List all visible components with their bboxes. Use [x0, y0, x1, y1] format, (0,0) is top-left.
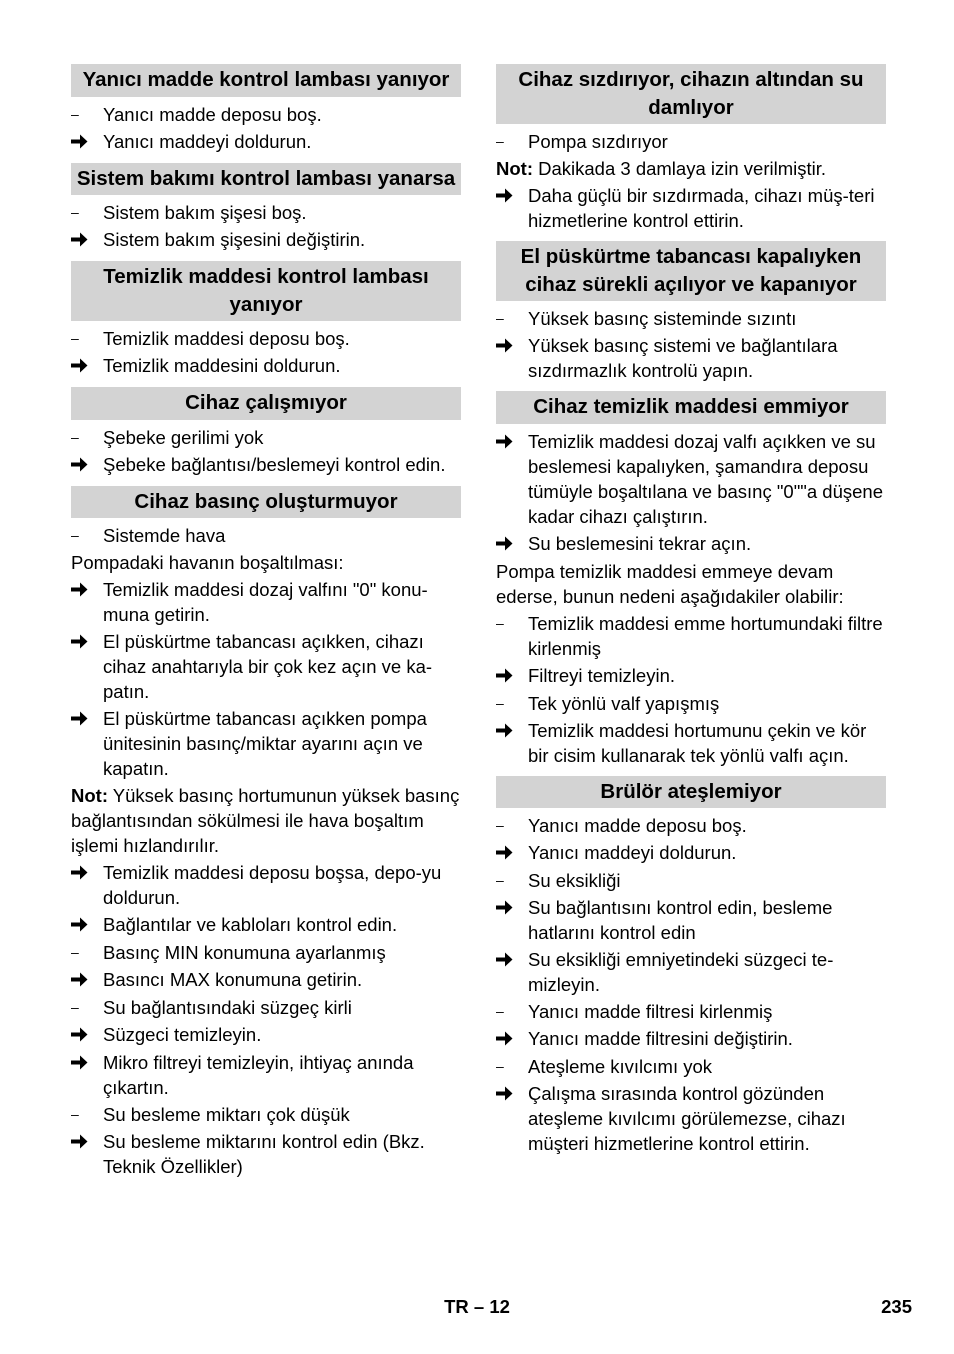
- right-arrow-icon: [71, 1129, 103, 1179]
- cause-text: Yüksek basınç sisteminde sızıntı: [528, 308, 797, 329]
- right-arrow-icon: [496, 1081, 528, 1156]
- right-arrow-icon: [71, 860, 103, 910]
- right-arrow-icon: [71, 912, 103, 938]
- remedy-text: Basıncı MAX konumuna getirin.: [103, 969, 363, 990]
- note-text: Yüksek basınç hortumunun yüksek basınç bağlantısından sökülmesi ile hava boşaltım işlemi hızlandırılır.: [71, 785, 460, 856]
- dash-marker: –: [71, 999, 79, 1015]
- right-arrow-icon: [496, 429, 528, 529]
- note-label: Not:: [71, 785, 108, 806]
- remedy-item: [496, 429, 886, 529]
- cause-item: [496, 868, 886, 893]
- remedy-text: Su besleme miktarını kontrol edin (Bkz. Teknik Özellikler): [103, 1131, 425, 1177]
- right-arrow-icon: [71, 967, 103, 993]
- footer-language-page: TR – 12: [444, 1296, 510, 1317]
- section-heading: Cihaz sızdırıyor, cihazın altından su damlıyor: [496, 64, 886, 124]
- right-arrow-icon: [496, 663, 528, 689]
- remedy-item: [496, 1081, 886, 1156]
- dash-marker: –: [71, 428, 79, 445]
- dash-marker: –: [71, 1106, 79, 1122]
- remedy-item: [496, 531, 886, 557]
- right-arrow-icon: [496, 947, 528, 997]
- cause-text: Basınç MIN konumuna ayarlanmış: [103, 942, 386, 963]
- remedy-item: [496, 947, 886, 997]
- troubleshooting-section: [496, 776, 886, 1157]
- right-arrow-icon: [71, 129, 103, 155]
- remedy-text: Su eksikliği emniyetindeki süzgeci te-mizleyin.: [528, 949, 834, 995]
- section-heading: Cihaz basınç oluşturmuyor: [71, 486, 461, 519]
- remedy-text: Yüksek basınç sistemi ve bağlantılara sızdırmazlık kontrolü yapın.: [528, 335, 838, 381]
- remedy-item: [71, 353, 461, 379]
- cause-item: [71, 200, 461, 225]
- troubleshooting-section: [71, 64, 461, 155]
- dash-marker: –: [496, 817, 504, 833]
- remedy-item: [71, 577, 461, 627]
- right-arrow-icon: [496, 840, 528, 866]
- cause-item: [496, 611, 886, 661]
- right-arrow-icon: [71, 452, 103, 478]
- dash-marker: –: [496, 872, 504, 888]
- remedy-item: [71, 912, 461, 938]
- right-arrow-icon: [496, 183, 528, 233]
- remedy-item: [71, 1022, 461, 1048]
- remedy-item: [71, 967, 461, 993]
- remedy-text: Yanıcı maddeyi doldurun.: [103, 130, 312, 152]
- dash-marker: –: [496, 1058, 504, 1074]
- remedy-item: [496, 183, 886, 233]
- remedy-text: Temizlik maddesi dozaj valfını "0" konu-muna getirin.: [103, 579, 428, 625]
- section-heading: Cihaz çalışmıyor: [71, 387, 461, 420]
- right-arrow-icon: [496, 1026, 528, 1052]
- remedy-item: [496, 1026, 886, 1052]
- remedy-text: El püskürtme tabancası açıkken, cihazı cihaz anahtarıyla bir çok kez açın ve ka-patın.: [103, 631, 433, 702]
- remedy-item: [71, 129, 461, 155]
- remedy-text: Su beslemesini tekrar açın.: [528, 532, 752, 554]
- remedy-item: [71, 706, 461, 781]
- remedy-item: [496, 840, 886, 866]
- cause-item: [496, 691, 886, 716]
- section-heading: Yanıcı madde kontrol lambası yanıyor: [71, 64, 461, 97]
- note-paragraph: [71, 783, 461, 858]
- remedy-text: Süzgeci temizleyin.: [103, 1024, 262, 1045]
- right-arrow-icon: [71, 706, 103, 781]
- right-arrow-icon: [496, 333, 528, 383]
- cause-text: Sistem bakım şişesi boş.: [103, 202, 307, 223]
- right-arrow-icon: [496, 895, 528, 945]
- remedy-text: Temizlik maddesi deposu boşsa, depo-yu doldurun.: [103, 862, 442, 908]
- dash-marker: –: [71, 527, 79, 543]
- note-paragraph: [496, 156, 886, 181]
- dash-marker: –: [496, 1003, 504, 1019]
- remedy-text: Yanıcı madde filtresini değiştirin.: [528, 1028, 793, 1049]
- right-arrow-icon: [496, 531, 528, 557]
- troubleshooting-section: [71, 486, 461, 1180]
- right-arrow-icon: [496, 718, 528, 768]
- cause-text: Temizlik maddesi emme hortumundaki filtre kirlenmiş: [528, 612, 883, 659]
- cause-item: [496, 813, 886, 838]
- dash-marker: –: [496, 133, 504, 149]
- right-arrow-icon: [71, 629, 103, 704]
- right-column: [496, 64, 886, 1158]
- cause-text: Pompa sızdırıyor: [528, 131, 668, 152]
- troubleshooting-section: [71, 163, 461, 254]
- remedy-item: [496, 718, 886, 768]
- cause-item: [496, 129, 886, 154]
- remedy-item: [496, 663, 886, 689]
- cause-item: [496, 1054, 886, 1079]
- remedy-text: Temizlik maddesi dozaj valfı açıkken ve su beslemesi kapalıyken, şamandıra deposu tümüyle boşaltılana ve basınç "0""a düşene kadar cihazı çalıştırın.: [528, 430, 883, 527]
- remedy-text: Yanıcı maddeyi doldurun.: [528, 842, 737, 863]
- dash-marker: –: [71, 330, 79, 346]
- troubleshooting-section: [71, 387, 461, 478]
- paragraph-text: Pompa temizlik maddesi emmeye devam ederse, bunun nedeni aşağıdakiler olabilir:: [496, 560, 844, 607]
- cause-text: Temizlik maddesi deposu boş.: [103, 328, 350, 349]
- troubleshooting-section: [71, 261, 461, 379]
- cause-item: [71, 940, 461, 965]
- dash-marker: –: [71, 204, 79, 220]
- remedy-text: Bağlantılar ve kabloları kontrol edin.: [103, 914, 398, 935]
- note-text: Dakikada 3 damlaya izin verilmiştir.: [532, 158, 827, 179]
- cause-item: [71, 523, 461, 548]
- remedy-item: [71, 227, 461, 253]
- right-arrow-icon: [71, 1050, 103, 1100]
- cause-text: Yanıcı madde deposu boş.: [103, 103, 322, 125]
- cause-item: [71, 326, 461, 351]
- troubleshooting-section: [496, 391, 886, 768]
- cause-text: Ateşleme kıvılcımı yok: [528, 1056, 713, 1077]
- remedy-text: Mikro filtreyi temizleyin, ihtiyaç anında çıkartın.: [103, 1052, 414, 1098]
- dash-marker: –: [496, 614, 504, 631]
- page-number: 235: [881, 1296, 912, 1317]
- right-arrow-icon: [71, 353, 103, 379]
- right-arrow-icon: [71, 577, 103, 627]
- remedy-item: [71, 860, 461, 910]
- cause-item: [71, 1102, 461, 1127]
- dash-marker: –: [71, 944, 79, 960]
- cause-text: Şebeke gerilimi yok: [103, 426, 264, 448]
- remedy-item: [71, 1050, 461, 1100]
- right-arrow-icon: [71, 227, 103, 253]
- dash-marker: –: [496, 694, 504, 711]
- troubleshooting-section: [496, 241, 886, 383]
- section-heading: El püskürtme tabancası kapalıyken cihaz sürekli açılıyor ve kapanıyor: [496, 241, 886, 301]
- dash-marker: –: [71, 105, 79, 122]
- remedy-text: Şebeke bağlantısı/beslemeyi kontrol edin.: [103, 453, 446, 475]
- remedy-item: [496, 333, 886, 383]
- left-column: [71, 64, 461, 1181]
- right-arrow-icon: [71, 1022, 103, 1048]
- cause-text: Su eksikliği: [528, 870, 621, 891]
- cause-item: [496, 306, 886, 331]
- remedy-item: [71, 629, 461, 704]
- section-heading: Sistem bakımı kontrol lambası yanarsa: [71, 163, 461, 196]
- note-label: Not:: [496, 158, 533, 179]
- section-heading: Temizlik maddesi kontrol lambası yanıyor: [71, 261, 461, 321]
- remedy-text: Su bağlantısını kontrol edin, besleme hatlarını kontrol edin: [528, 897, 833, 943]
- cause-text: Su bağlantısındaki süzgeç kirli: [103, 997, 352, 1018]
- cause-item: [71, 425, 461, 450]
- remedy-text: Sistem bakım şişesini değiştirin.: [103, 229, 366, 250]
- remedy-item: [496, 895, 886, 945]
- cause-text: Sistemde hava: [103, 525, 226, 546]
- remedy-item: [71, 452, 461, 478]
- section-heading: Brülör ateşlemiyor: [496, 776, 886, 809]
- cause-text: Su besleme miktarı çok düşük: [103, 1104, 350, 1125]
- paragraph-text: Pompadaki havanın boşaltılması:: [71, 552, 344, 573]
- cause-item: [496, 999, 886, 1024]
- troubleshooting-section: [496, 64, 886, 233]
- remedy-text: Temizlik maddesini doldurun.: [103, 355, 341, 376]
- section-heading: Cihaz temizlik maddesi emmiyor: [496, 391, 886, 424]
- remedy-text: Filtreyi temizleyin.: [528, 664, 675, 686]
- remedy-text: El püskürtme tabancası açıkken pompa ünitesinin basınç/miktar ayarını açın ve kapatın.: [103, 708, 427, 779]
- cause-text: Yanıcı madde deposu boş.: [528, 815, 747, 836]
- remedy-text: Temizlik maddesi hortumunu çekin ve kör bir cisim kullanarak tek yönlü valfı açın.: [528, 719, 867, 766]
- cause-text: Yanıcı madde filtresi kirlenmiş: [528, 1001, 773, 1022]
- cause-item: [71, 995, 461, 1020]
- dash-marker: –: [496, 310, 504, 326]
- remedy-item: [71, 1129, 461, 1179]
- remedy-text: Daha güçlü bir sızdırmada, cihazı müş-teri hizmetlerine kontrol ettirin.: [528, 185, 875, 231]
- cause-item: [71, 102, 461, 127]
- cause-text: Tek yönlü valf yapışmış: [528, 692, 720, 714]
- remedy-text: Çalışma sırasında kontrol gözünden ateşleme kıvılcımı görülemezse, cihazı müşteri hizmetlerine kontrol ettirin.: [528, 1083, 846, 1154]
